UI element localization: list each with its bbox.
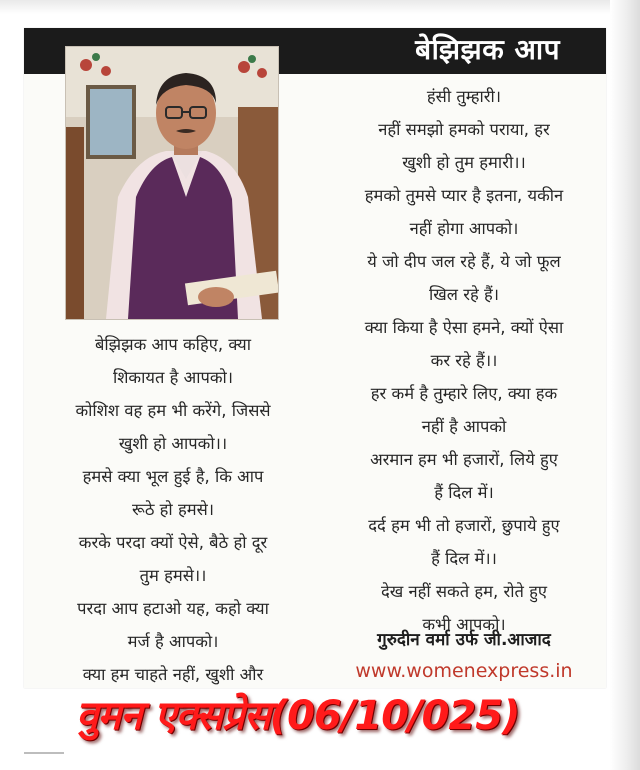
poem-line: मर्ज है आपको।: [127, 632, 219, 651]
poem-line: नहीं है आपको: [421, 417, 507, 436]
poem-line: हमसे क्या भूल हुई है, कि आप: [82, 467, 264, 486]
poem-line: कर रहे हैं।।: [430, 351, 498, 370]
author-photo-drawing: [66, 47, 278, 319]
page-edge-top: [0, 0, 640, 14]
poem-line: हमको तुमसे प्यार है इतना, यकीन: [364, 186, 564, 205]
poem-line: खिल रहे हैं।: [429, 285, 499, 304]
poem-line: हंसी तुम्हारी।: [426, 87, 502, 106]
poem-line: दर्द हम भी तो हजारों, छुपाये हुए: [368, 516, 560, 535]
poem-line: हैं दिल में।: [434, 483, 494, 502]
poem-line: खुशी हो तुम हमारी।।: [402, 153, 526, 172]
poem-right-column: [322, 80, 606, 641]
website-link[interactable]: www.womenexpress.in: [355, 660, 573, 682]
poem-line: हर कर्म है तुम्हारे लिए, क्या हक: [370, 384, 558, 403]
newspaper-clipping: [24, 28, 606, 688]
poem-line: कभी आपको।: [422, 615, 506, 634]
poem-headline: बेझिझक आप: [415, 33, 560, 66]
publication-date-stamp: वुमन एक्सप्रेस(06/10/025): [76, 693, 520, 739]
poem-left-column: [28, 328, 318, 691]
poem-line: रूठे हो हमसे।: [132, 500, 214, 519]
poem-line: हैं दिल में।।: [431, 549, 497, 568]
poem-line: अरमान हम भी हजारों, लिये हुए: [370, 450, 558, 469]
poem-line: खुशी हो आपको।।: [118, 434, 228, 453]
author-photo: [65, 46, 279, 320]
poem-line: देख नहीं सकते हम, रोते हुए: [380, 582, 548, 601]
poem-line: कोशिश वह हम भी करेंगे, जिससे: [75, 401, 271, 420]
poem-line: नहीं समझो हमको पराया, हर: [378, 120, 550, 139]
poem-line: परदा आप हटाओ यह, कहो क्या: [77, 599, 269, 618]
poem-line: बेझिझक आप कहिए, क्या: [94, 335, 252, 354]
poem-line: तुम हमसे।।: [139, 566, 207, 585]
author-byline: गुरुदीन वर्मा उर्फ जी.आजाद: [377, 630, 551, 650]
poem-line: करके परदा क्यों ऐसे, बैठे हो दूर: [78, 533, 268, 552]
poem-line: शिकायत है आपको।: [112, 368, 234, 387]
poem-line: ये जो दीप जल रहे हैं, ये जो फूल: [367, 252, 561, 271]
page-edge-right: [610, 0, 640, 770]
footer-rule: [24, 752, 64, 754]
poem-line: क्या किया है ऐसा हमने, क्यों ऐसा: [364, 318, 564, 337]
poem-line: नहीं होगा आपको।: [409, 219, 519, 238]
poem-line: क्या हम चाहते नहीं, खुशी और: [82, 665, 264, 684]
